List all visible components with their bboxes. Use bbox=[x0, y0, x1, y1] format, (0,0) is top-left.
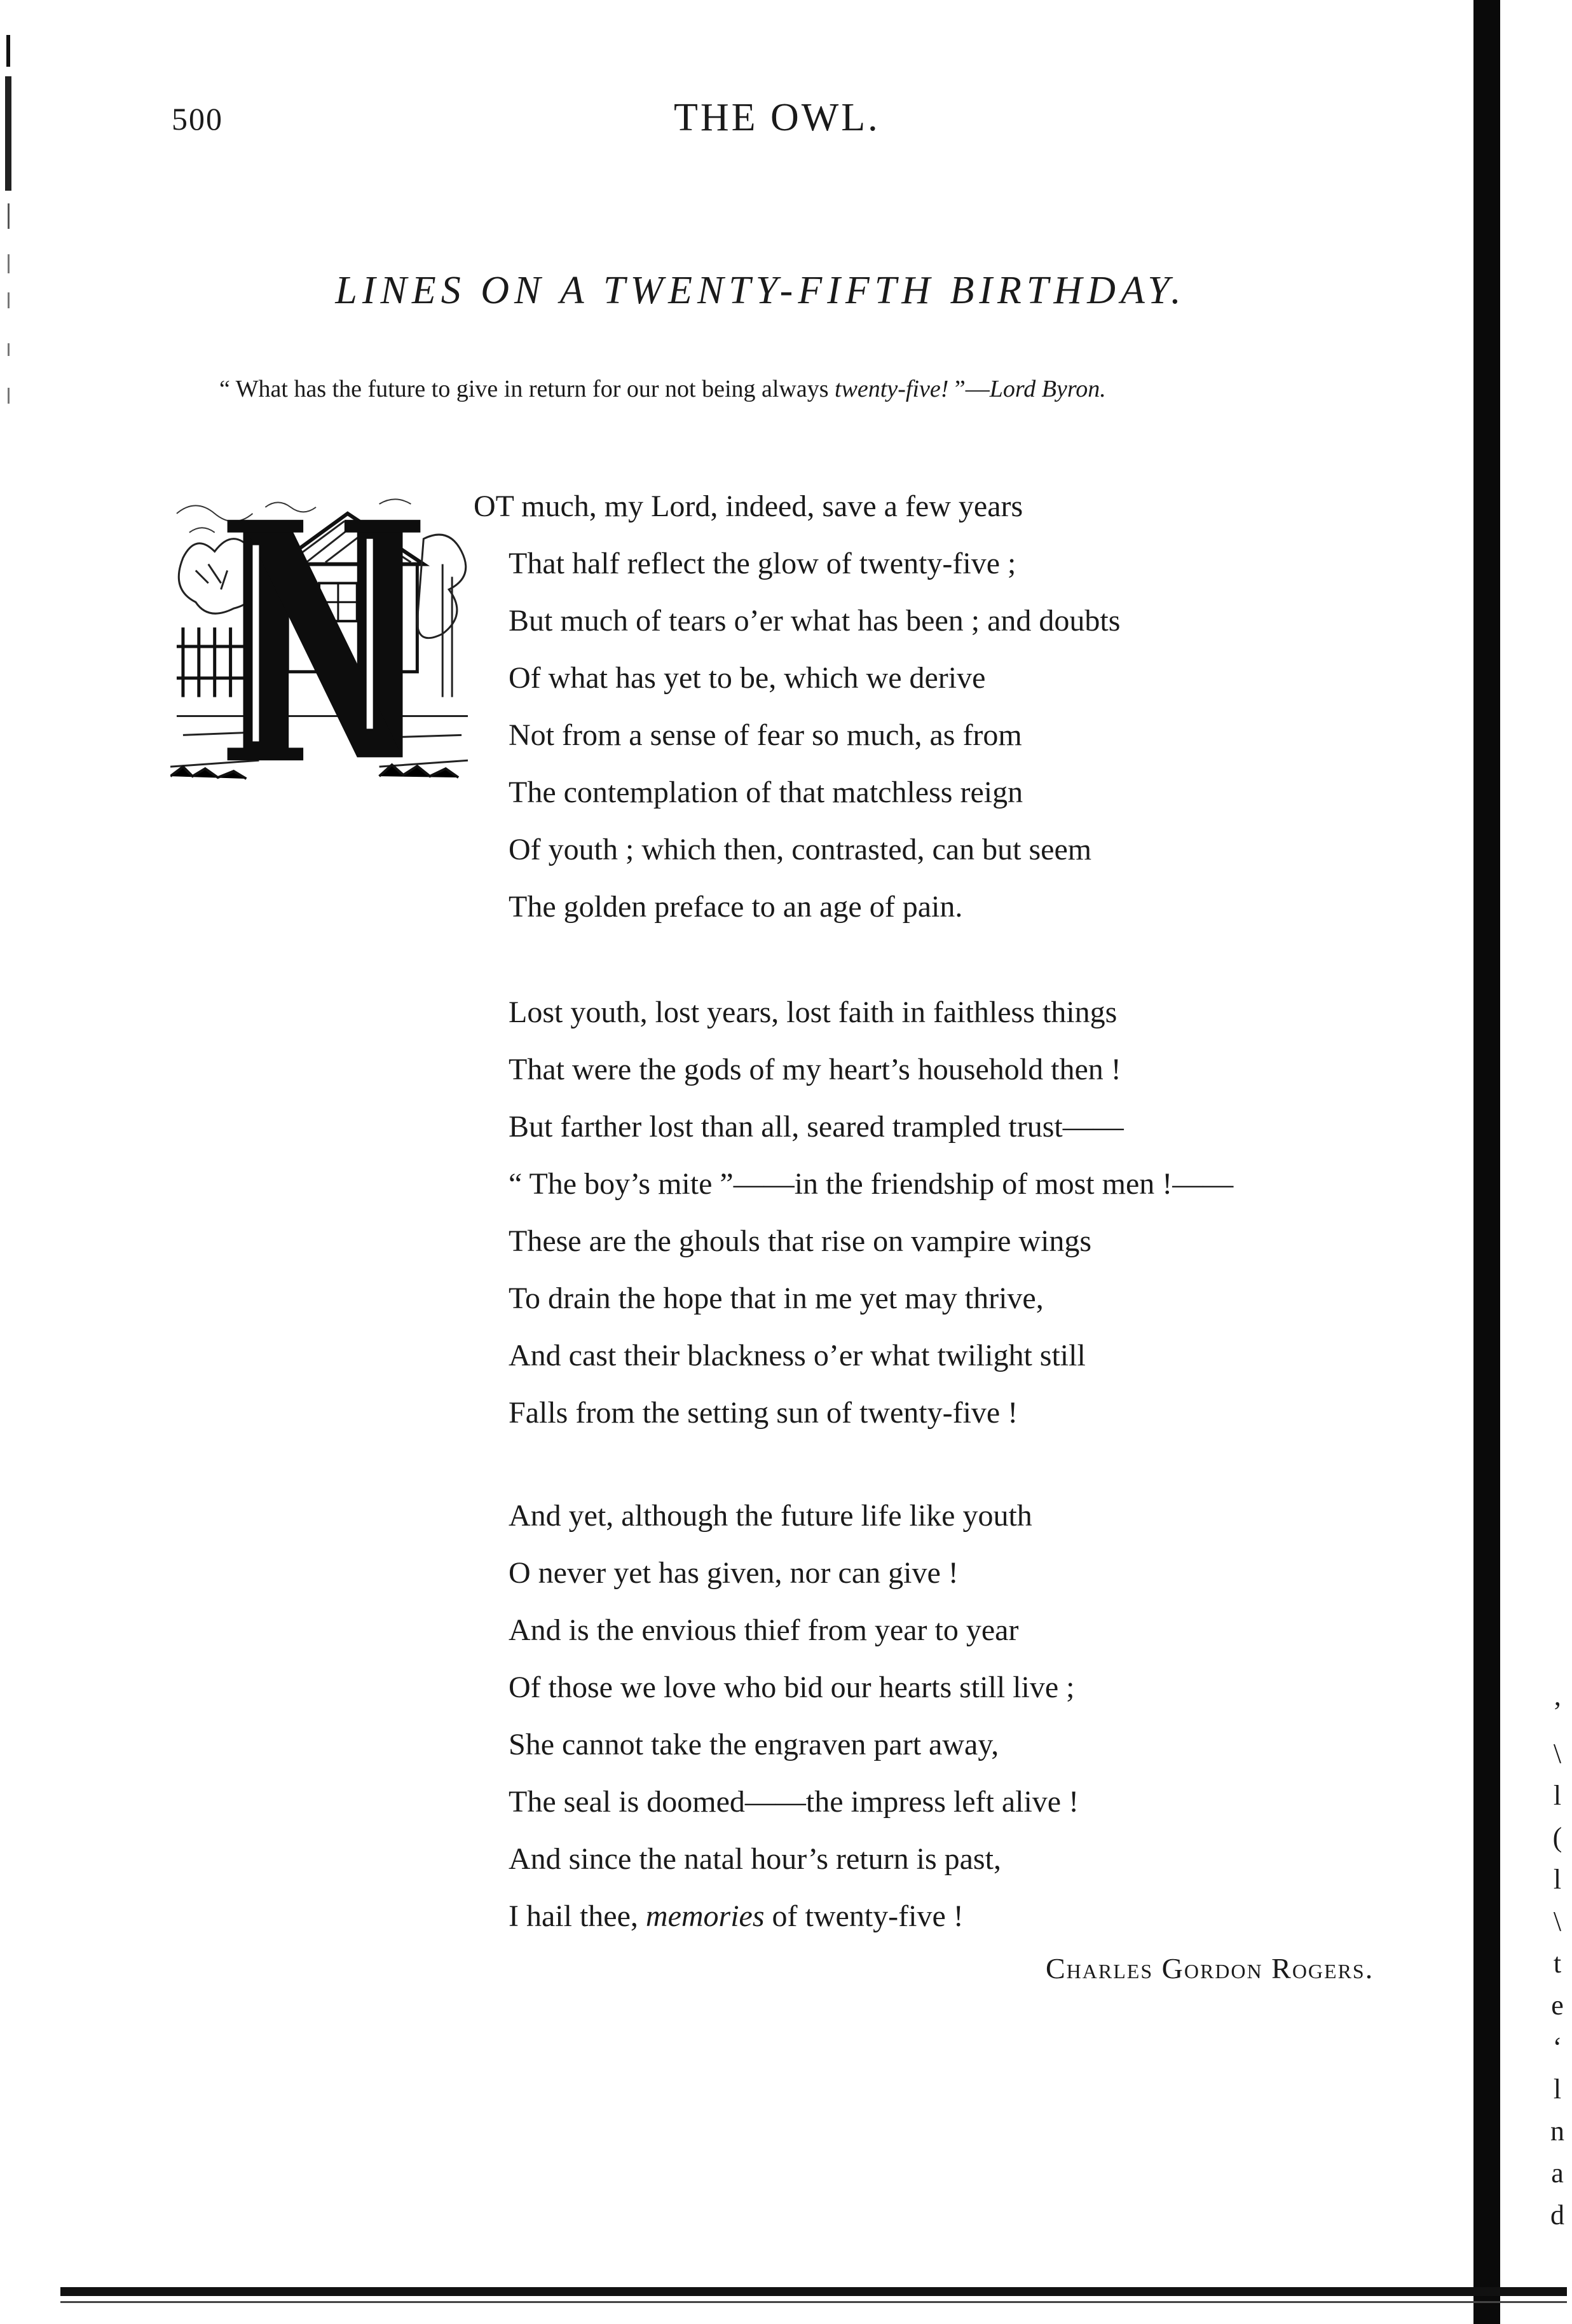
margin-letter: l bbox=[1553, 1780, 1562, 1811]
poem-line: The seal is doomed——the impress left alive ! bbox=[509, 1785, 1079, 1819]
poem-line: And cast their blackness o’er what twilight still bbox=[509, 1339, 1086, 1372]
stanza-1 bbox=[474, 478, 1121, 936]
epigraph-italic: twenty-five! bbox=[835, 376, 949, 402]
poem-line-last bbox=[509, 1888, 1079, 1945]
scan-edge-marks bbox=[0, 0, 25, 458]
drop-cap-illustration bbox=[170, 488, 474, 792]
page-number: 500 bbox=[172, 101, 223, 137]
margin-letter: e bbox=[1551, 1990, 1564, 2021]
margin-letter: d bbox=[1550, 2199, 1564, 2231]
poem-line: These are the ghouls that rise on vampire wings bbox=[509, 1224, 1092, 1258]
epigraph-author: Lord Byron. bbox=[989, 376, 1106, 402]
poem-line: That half reflect the glow of twenty-five ; bbox=[509, 547, 1016, 580]
bottom-rule-thin bbox=[60, 2301, 1567, 2303]
poem-line: Not from a sense of fear so much, as from bbox=[509, 718, 1022, 752]
binding-edge-rule bbox=[1473, 0, 1500, 2324]
poem-line: Of what has yet to be, which we derive bbox=[509, 661, 986, 695]
poem-line: And yet, although the future life like youth bbox=[509, 1499, 1032, 1533]
margin-letter: ’ bbox=[1552, 1696, 1562, 1727]
poem-line: And since the natal hour’s return is past, bbox=[509, 1842, 1001, 1876]
poem-line: Falls from the setting sun of twenty-five ! bbox=[509, 1396, 1018, 1430]
margin-letter: t bbox=[1553, 1948, 1562, 1979]
stanza-2 bbox=[509, 984, 1233, 1442]
epigraph-quote: “ What has the future to give in return for our not being always bbox=[219, 376, 835, 402]
margin-letter: \ bbox=[1553, 1906, 1562, 1937]
margin-letter: ‘ bbox=[1552, 2032, 1562, 2063]
poem-line: That were the gods of my heart’s household then ! bbox=[509, 1053, 1121, 1086]
poem-line: Of those we love who bid our hearts still live ; bbox=[509, 1671, 1075, 1704]
stanza-3 bbox=[509, 1487, 1079, 1945]
bottom-rule bbox=[60, 2287, 1567, 2296]
margin-letter: n bbox=[1550, 2116, 1564, 2147]
author-signature: Charles Gordon Rogers. bbox=[1046, 1952, 1374, 1985]
last-line-italic: memories bbox=[645, 1899, 765, 1933]
poem-line: The golden preface to an age of pain. bbox=[509, 890, 963, 924]
poem-line: The contemplation of that matchless reign bbox=[509, 776, 1023, 809]
epigraph bbox=[219, 375, 1106, 403]
margin-letter: l bbox=[1553, 2074, 1562, 2105]
poem-line: “ The boy’s mite ”——in the friendship of most men !—— bbox=[509, 1167, 1234, 1201]
margin-letter: l bbox=[1553, 1864, 1562, 1895]
poem-line: She cannot take the engraven part away, bbox=[509, 1728, 999, 1761]
margin-letter: a bbox=[1551, 2157, 1564, 2189]
poem-line: O never yet has given, nor can give ! bbox=[509, 1556, 959, 1590]
poem-line: But much of tears o’er what has been ; and doubts bbox=[509, 604, 1121, 638]
margin-letter: ( bbox=[1552, 1822, 1562, 1853]
poem-line: But farther lost than all, seared trampled trust—— bbox=[509, 1110, 1124, 1144]
poem-line: Lost youth, lost years, lost faith in faithless things bbox=[509, 995, 1117, 1029]
running-head: THE OWL. bbox=[674, 96, 880, 139]
last-line-end: of twenty-five ! bbox=[764, 1899, 964, 1933]
epigraph-close: ”— bbox=[948, 376, 990, 402]
facing-page-letters bbox=[1545, 1691, 1570, 2236]
poem-line: Of youth ; which then, contrasted, can but seem bbox=[509, 833, 1092, 866]
drop-cap-engraving bbox=[170, 488, 474, 792]
last-line-start: I hail thee, bbox=[509, 1899, 646, 1933]
poem-title: LINES ON A TWENTY-FIFTH BIRTHDAY. bbox=[335, 269, 1186, 312]
poem-line: To drain the hope that in me yet may thrive, bbox=[509, 1282, 1044, 1315]
poem-line: OT much, my Lord, indeed, save a few years bbox=[474, 489, 1023, 523]
margin-letter: \ bbox=[1553, 1738, 1562, 1769]
poem-line: And is the envious thief from year to year bbox=[509, 1613, 1019, 1647]
